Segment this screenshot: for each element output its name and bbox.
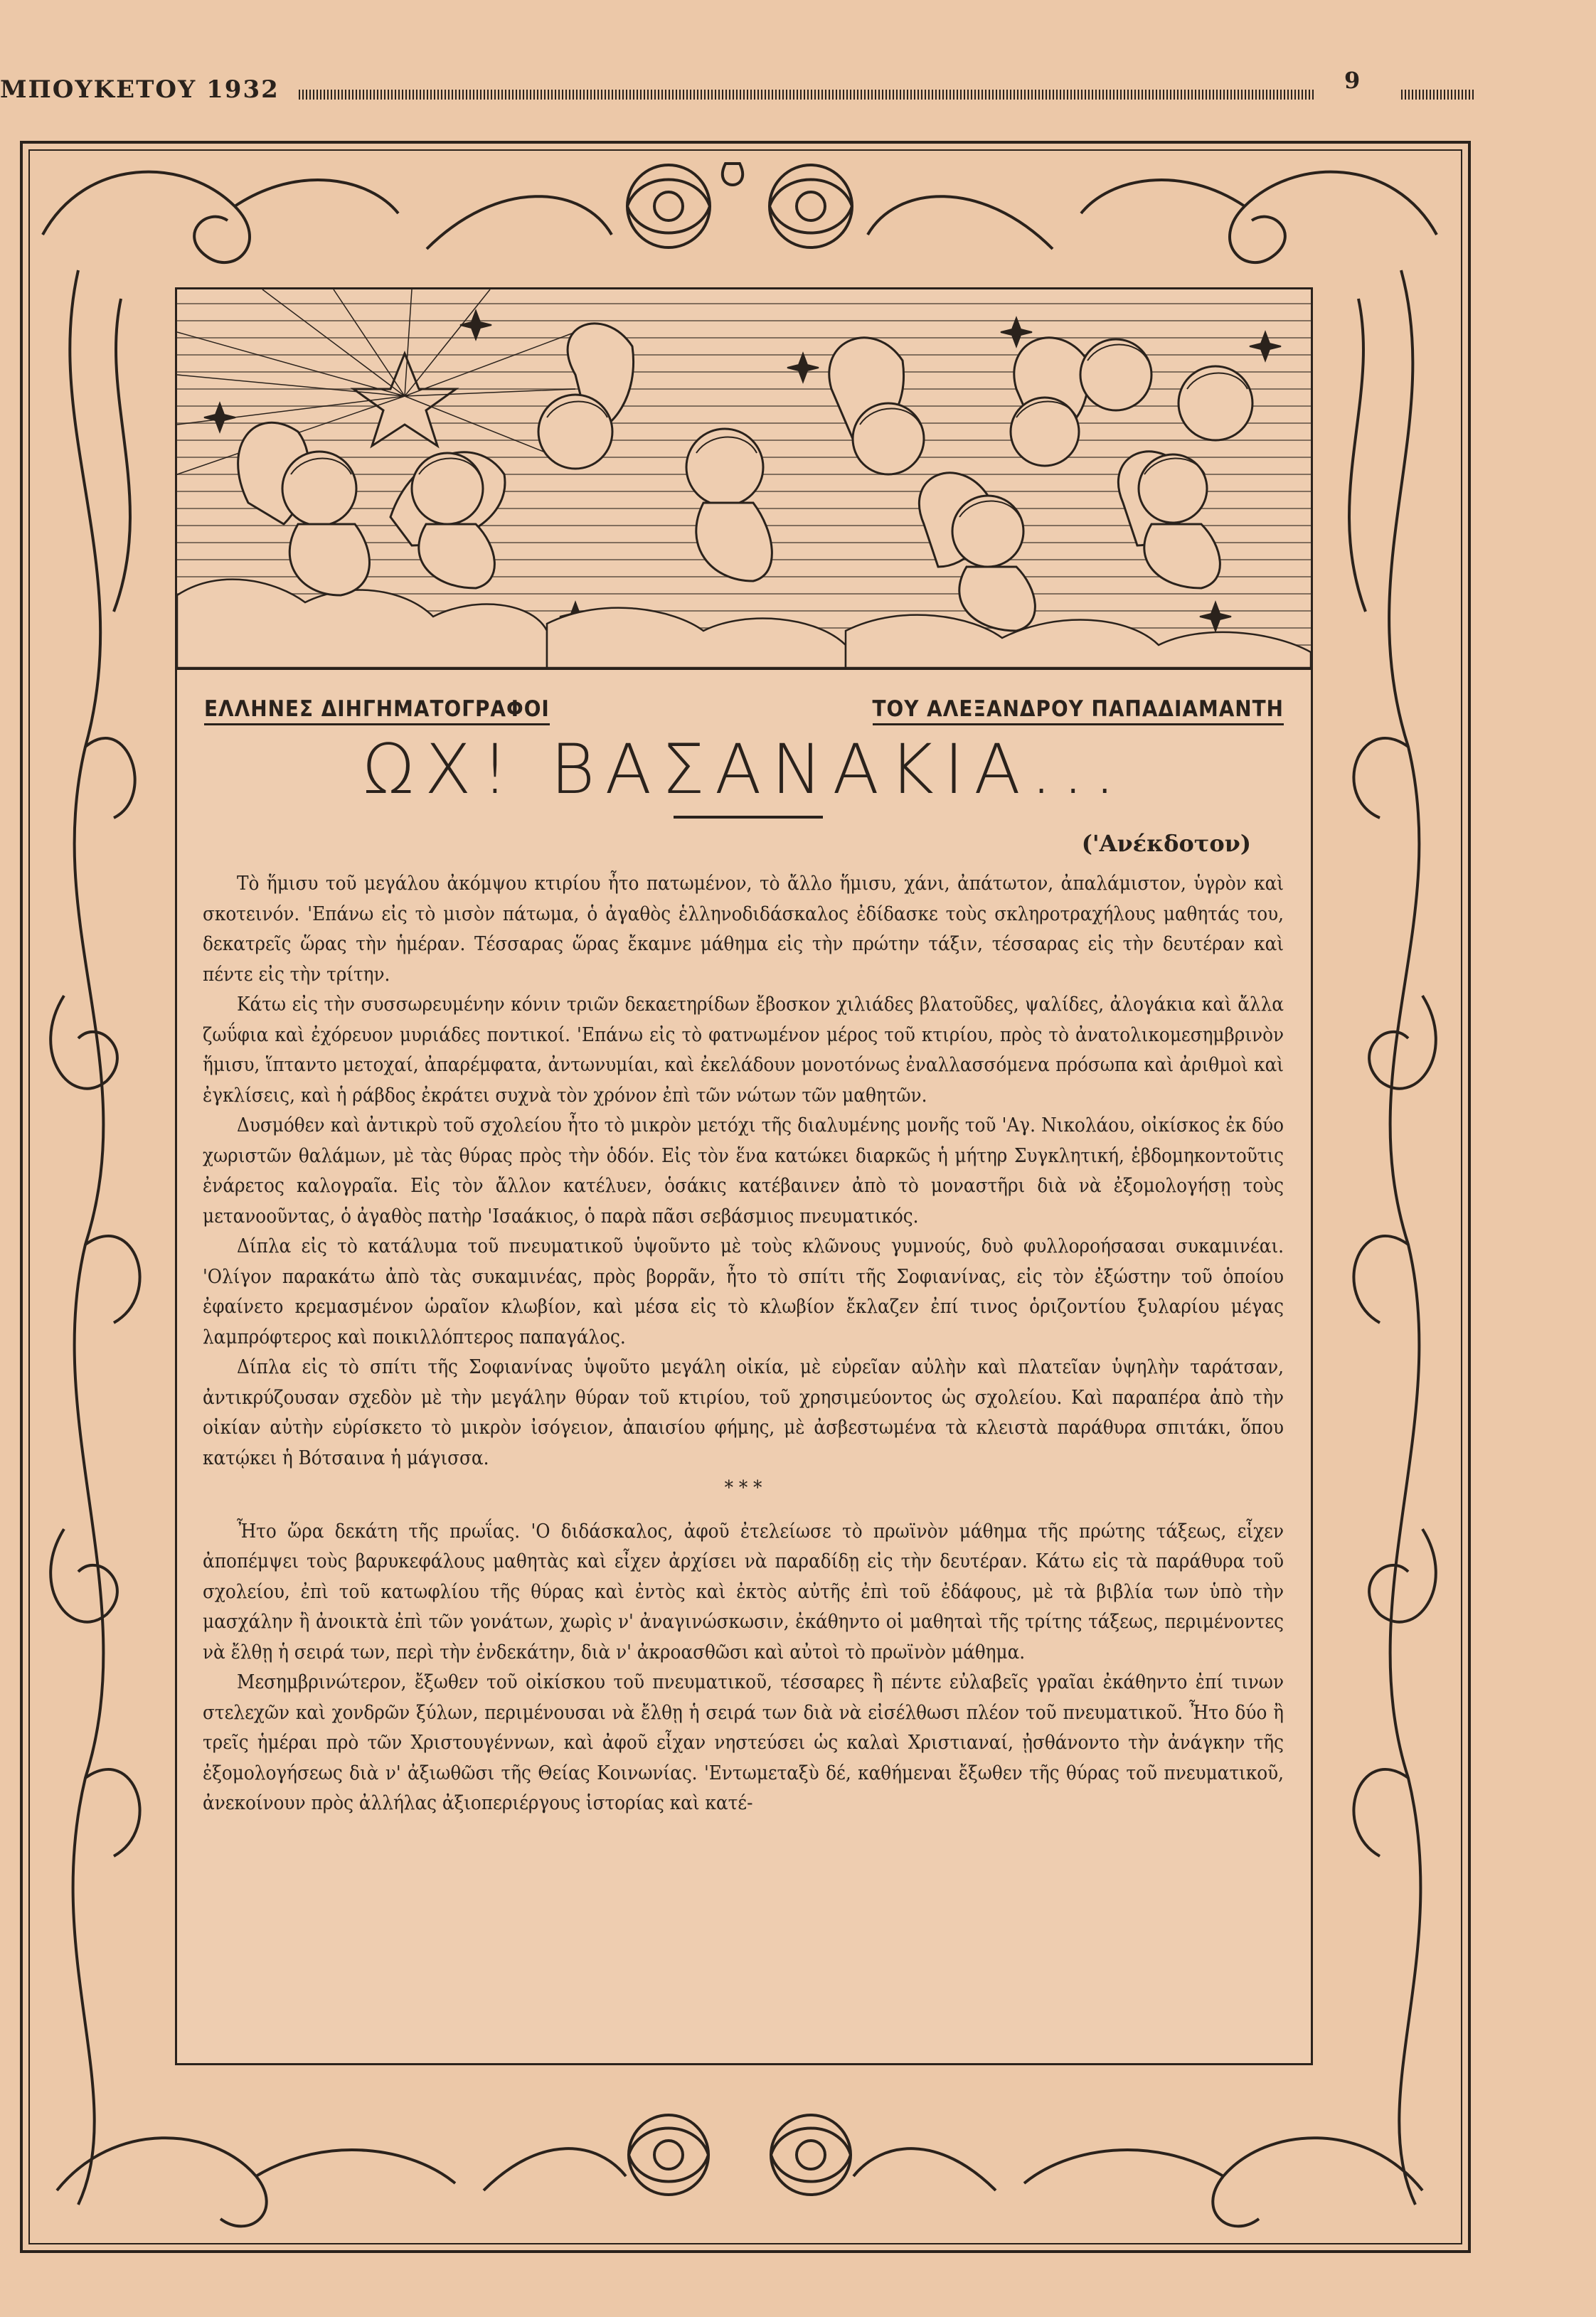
section-break: * * * bbox=[724, 1476, 762, 1499]
paragraph: Δίπλα εἰς τὸ κατάλυμα τοῦ πνευματικοῦ ὑψοῦντο μὲ τοὺς κλῶνους γυμνούς, δυὸ φυλλοροήσασαι συκαμινέαι. 'Ολίγον παρακάτω ἀπὸ τὰς συκαμινέας, πρὸς βορρᾶν, ἦτο τὸ σπίτι τῆς Σοφιανίνας, εἰς τὸν ἐξώστην τοῦ ὁποίου ἐφαίνετο κρεμασμένον ὡραῖον κλωβίον, καὶ μέσα εἰς τὸ κλωβίον ἔκλαζεν ἐπί τινος ὁριζοντίου ξυλαρίου μέγας λαμπρόφτερος καὶ ποικιλλόπτερος παπαγάλος. bbox=[203, 1235, 1284, 1348]
story-body bbox=[203, 868, 1284, 1818]
series-label: ΕΛΛΗΝΕΣ ΔΙΗΓΗΜΑΤΟΓΡΑΦΟΙ bbox=[204, 696, 550, 725]
paragraph: Κάτω εἰς τὴν συσσωρευμένην κόνιν τριῶν δεκαετηρίδων ἔβοσκον χιλιάδες βλατοῦδες, ψαλίδες, ἀλογάκια καὶ ἄλλα ζωΰφια καὶ ἐχόρευον μυριάδες ποντικοί. 'Επάνω εἰς τὸ φατνωμένον μέρος τοῦ κτιρίου, πρὸς τὸ ἀνατολικομεσημβρινὸν ἥμισυ, ἵπταντο μετοχαί, ἀπαρέμφατα, ἀντωνυμίαι, καὶ ἐκελάδουν μονοτόνως ἐναλλασσόμενα πρόσωπα καὶ ἀριθμοὶ καὶ ἐγκλίσεις, καὶ ἡ ράβδος ἐκράτει συχνὰ τὸν χρόνον ἐπὶ τῶν νώτων τῶν μαθητῶν. bbox=[203, 993, 1284, 1107]
story-title: ΩΧ! ΒΑΣΑΝΑΚΙΑ... bbox=[362, 730, 1126, 809]
angels-and-star-illustration-icon bbox=[177, 289, 1311, 670]
title-rule bbox=[674, 816, 823, 819]
paragraph: Δυσμόθεν καὶ ἀντικρὺ τοῦ σχολείου ἦτο τὸ μικρὸν μετόχι τῆς διαλυμένης μονῆς τοῦ 'Αγ. Νικολάου, οἰκίσκος ἐκ δύο χωριστῶν θαλάμων, μὲ τὰς θύρας πρὸς τὴν ὁδόν. Εἰς τὸν ἕνα κατώκει διαρκῶς ἡ μήτηρ Συγκλητική, ἑβδομηκοντοῦτις ἐνάρετος καλογραῖα. Εἰς τὸν ἄλλον κατέλυεν, ὁσάκις κατέβαινεν ἀπὸ τὸ μοναστῆρι διὰ νὰ ἐξομολογήσῃ τοὺς μετανοοῦντας, ὁ ἀγαθὸς πατὴρ 'Ισαάκιος, ὁ παρὰ πᾶσι σεβάσμιος πνευματικός. bbox=[203, 1114, 1284, 1227]
author-byline: ΤΟΥ ΑΛΕΞΑΝΔΡΟΥ ΠΑΠΑΔΙΑΜΑΝΤΗ bbox=[873, 696, 1284, 725]
paragraph: Μεσημβρινώτερον, ἔξωθεν τοῦ οἰκίσκου τοῦ πνευματικοῦ, τέσσαρες ἢ πέντε εὐλαβεῖς γραῖαι ἐκάθηντο ἐπί τινων στελεχῶν καὶ χονδρῶν ξύλων, περιμένουσαι νὰ ἔλθῃ ἡ σειρά των διὰ νὰ εἰσέλθωσι πλέον τοῦ πνευματικοῦ. Ἦτο δύο ἢ τρεῖς ἡμέραι πρὸ τῶν Χριστουγέννων, καὶ ἀφοῦ εἶχαν νηστεύσει ὡς καλαὶ Χριστιαναί, ᾐσθάνοντο τὴν ἀνάγκην τῆς ἐξομολογήσεως διὰ ν' ἀξιωθῶσι τῆς Θείας Κοινωνίας. 'Εντωμεταξὺ δέ, καθήμεναι ἔξωθεν τῆς θύρας τοῦ πνευματικοῦ, ἀνεκοίνουν πρὸς ἀλλήλας ἀξιοπεριέργους ἱστορίας καὶ κατέ- bbox=[203, 1671, 1284, 1814]
page-number: 9 bbox=[1344, 67, 1361, 94]
story-panel bbox=[175, 287, 1313, 2065]
story-subtitle: ('Ανέκδοτον) bbox=[1081, 830, 1251, 857]
paragraph: Τὸ ἥμισυ τοῦ μεγάλου ἀκόμψου κτιρίου ἦτο πατωμένον, τὸ ἄλλο ἥμισυ, χάνι, ἀπάτωτον, ἀπαλάμιστον, ὑγρὸν καὶ σκοτεινόν. 'Επάνω εἰς τὸ μισὸν πάτωμα, ὁ ἀγαθὸς ἑλληνοδιδάσκαλος ἐδίδασκε τοὺς σκληροτραχήλους μαθητάς του, δεκατρεῖς ὥρας τὴν ἡμέραν. Τέσσαρας ὥρας ἔκαμνε μάθημα εἰς τὴν πρώτην τάξιν, τέσσαρας εἰς τὴν δευτέραν καὶ πέντε εἰς τὴν τρίτην. bbox=[203, 872, 1284, 986]
running-head-title: ΜΠΟΥΚΕΤΟΥ 1932 bbox=[0, 75, 280, 104]
paragraph: Δίπλα εἰς τὸ σπίτι τῆς Σοφιανίνας ὑψοῦτο μεγάλη οἰκία, μὲ εὐρεῖαν αὐλὴν καὶ πλατεῖαν ὑψηλὴν ταράτσαν, ἀντικρύζουσαν σχεδὸν μὲ τὴν μεγάλην θύραν τοῦ κτιρίου, τοῦ χρησιμεύοντος ὡς σχολείου. Καὶ παραπέρα ἀπὸ τὴν οἰκίαν αὐτὴν εὑρίσκετο τὸ μικρὸν ἰσόγειον, ἀπαισίου φήμης, μὲ ἀσβεστωμένα τὰ κλειστὰ παράθυρα σπιτάκι, ὅπου κατῴκει ἡ Βότσαινα ἡ μάγισσα. bbox=[203, 1355, 1284, 1469]
paragraph: Ἦτο ὥρα δεκάτη τῆς πρωΐας. 'Ο διδάσκαλος, ἀφοῦ ἐτελείωσε τὸ πρωϊνὸν μάθημα τῆς πρώτης τάξεως, εἶχεν ἀποπέμψει τοὺς βαρυκεφάλους μαθητὰς καὶ εἶχεν ἀρχίσει νὰ παραδίδῃ εἰς τὴν δευτέραν. Κάτω εἰς τὰ παράθυρα τοῦ σχολείου, ἐπὶ τοῦ κατωφλίου τῆς θύρας καὶ ἐντὸς καὶ ἐκτὸς αὐτῆς ἐπὶ τοῦ ἐδάφους, μὲ τὰ βιβλία των ὑπὸ τὴν μασχάλην ἢ ἀνοικτὰ ἐπὶ τῶν γονάτων, χωρὶς ν' ἀναγινώσκωσιν, ἐκάθηντο οἱ μαθηταὶ τῆς τρίτης τάξεως, περιμένοντες νὰ ἔλθῃ ἡ σειρά των, περὶ τὴν ἐνδεκάτην, διὰ ν' ἀκροασθῶσι καὶ αὐτοὶ τὸ πρωϊνὸν μάθημα. bbox=[203, 1519, 1284, 1663]
